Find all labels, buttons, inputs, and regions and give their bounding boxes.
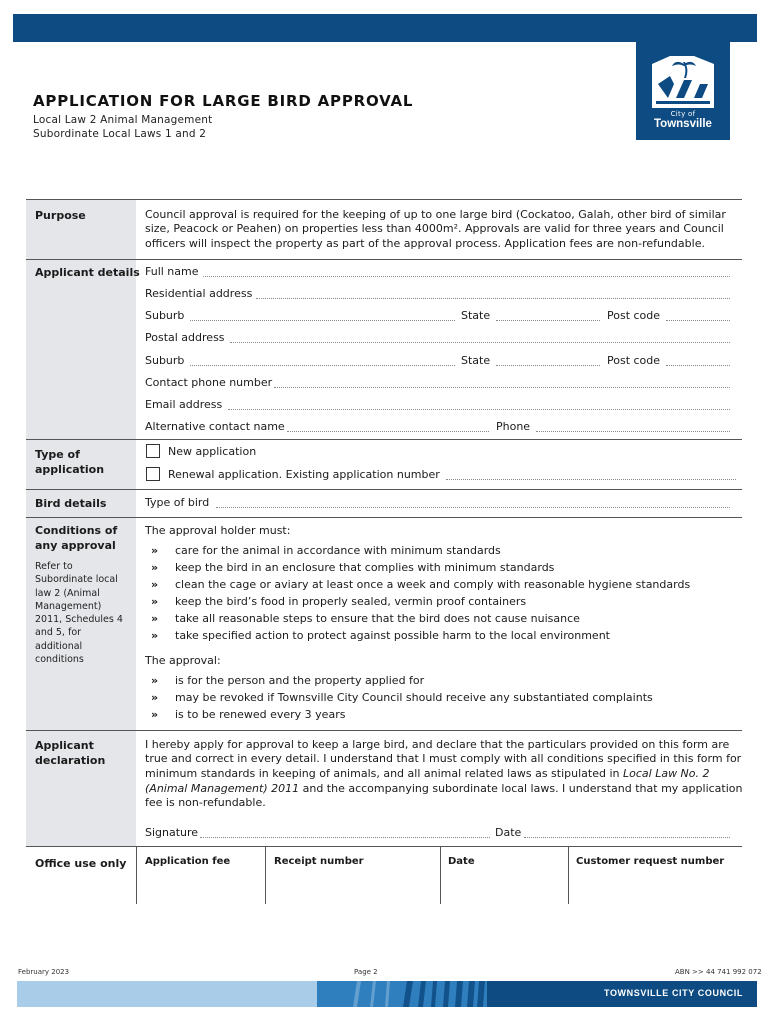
footer-council-name: TOWNSVILLE CITY COUNCIL bbox=[604, 988, 743, 998]
header-band bbox=[13, 14, 757, 42]
local-law-reference: Local Law No. 2 bbox=[623, 767, 710, 780]
council-logo bbox=[636, 42, 730, 140]
refer-line: conditions bbox=[35, 654, 84, 666]
phone-field[interactable] bbox=[536, 431, 730, 432]
refer-line: Subordinate local bbox=[35, 574, 118, 586]
declaration-line-2: true and correct in every detail. I understand that I must comply with all conditions specified in this form for bbox=[145, 752, 742, 765]
alt-contact-label: Alternative contact name bbox=[145, 420, 285, 433]
applicant-label-cell bbox=[26, 259, 136, 439]
postal-suburb-field[interactable] bbox=[190, 365, 455, 366]
residential-address-field[interactable] bbox=[256, 298, 730, 299]
purpose-line-3: officers will inspect the property as part of the approval process. Application fees are non-refundable. bbox=[145, 237, 705, 250]
postal-post-code-field[interactable] bbox=[666, 365, 730, 366]
bullet-icon: » bbox=[151, 612, 159, 625]
row-divider bbox=[26, 846, 742, 847]
applicant-label: Applicant details bbox=[35, 266, 140, 279]
form-title: APPLICATION FOR LARGE BIRD APPROVAL bbox=[33, 92, 414, 110]
conditions-refer-note bbox=[35, 560, 133, 666]
purpose-line-1: Council approval is required for the keeping of up to one large bird (Cockatoo, Galah, other bird of similar bbox=[145, 208, 726, 221]
refer-line: and 5, for bbox=[35, 627, 82, 639]
townsville-emblem-icon bbox=[650, 54, 716, 110]
existing-application-number-field[interactable] bbox=[446, 479, 736, 480]
refer-line: Management) bbox=[35, 600, 102, 612]
purpose-line-2: size, Peacock or Peahen) on properties less than 4000m². Approvals are valid for three years and Council bbox=[145, 222, 724, 235]
holder-item: take specified action to protect against possible harm to the local environment bbox=[175, 629, 610, 642]
type-label-2: application bbox=[35, 463, 105, 476]
holder-item: care for the animal in accordance with minimum standards bbox=[175, 544, 501, 557]
subtitle-local-law: Local Law 2 Animal Management bbox=[33, 114, 213, 126]
refer-line: law 2 (Animal bbox=[35, 587, 100, 599]
footer-page-number: Page 2 bbox=[354, 968, 378, 976]
purpose-label: Purpose bbox=[35, 209, 86, 222]
holder-intro: The approval holder must: bbox=[145, 524, 291, 537]
date-label: Date bbox=[495, 826, 522, 839]
declaration-label-2: declaration bbox=[35, 754, 106, 767]
holder-item: take all reasonable steps to ensure that the bird does not cause nuisance bbox=[175, 612, 580, 625]
full-name-label: Full name bbox=[145, 265, 199, 278]
office-use-label: Office use only bbox=[35, 857, 127, 870]
office-date: Date bbox=[448, 856, 475, 867]
state-field[interactable] bbox=[496, 320, 600, 321]
office-application-fee: Application fee bbox=[145, 856, 231, 867]
approval-item: may be revoked if Townsville City Council should receive any substantiated complaints bbox=[175, 691, 653, 704]
animal-management-reference: (Animal Management) 2011 bbox=[145, 782, 300, 795]
contact-phone-field[interactable] bbox=[274, 387, 730, 388]
email-label: Email address bbox=[145, 398, 223, 411]
declaration-line-5: fee is non-refundable. bbox=[145, 796, 266, 809]
type-label-1: Type of bbox=[35, 448, 80, 461]
footer-abn: ABN >> 44 741 992 072 bbox=[675, 968, 762, 976]
bullet-icon: » bbox=[151, 674, 159, 687]
phone-label: Phone bbox=[496, 420, 531, 433]
bird-label: Bird details bbox=[35, 497, 107, 510]
signature-field[interactable] bbox=[200, 837, 490, 838]
declaration-line-4 bbox=[145, 782, 742, 795]
postal-suburb-label: Suburb bbox=[145, 354, 185, 367]
footer-band bbox=[17, 981, 757, 1007]
residential-address-label: Residential address bbox=[145, 287, 253, 300]
row-divider bbox=[26, 259, 742, 260]
post-code-field[interactable] bbox=[666, 320, 730, 321]
row-divider bbox=[26, 730, 742, 731]
full-name-field[interactable] bbox=[203, 276, 730, 277]
declaration-line-3 bbox=[145, 767, 710, 780]
contact-phone-label: Contact phone number bbox=[145, 376, 273, 389]
email-field[interactable] bbox=[228, 409, 730, 410]
signature-label: Signature bbox=[145, 826, 199, 839]
suburb-field[interactable] bbox=[190, 320, 455, 321]
approval-item: is for the person and the property applied for bbox=[175, 674, 425, 687]
declaration-line-3-text: minimum standards in keeping of animals, and all animal related laws as stipulated in bbox=[145, 767, 623, 780]
declaration-line-1: I hereby apply for approval to keep a large bird, and declare that the particulars provided on this form are bbox=[145, 738, 730, 751]
refer-line: Refer to bbox=[35, 561, 73, 572]
refer-line: additional bbox=[35, 640, 83, 652]
office-customer-request-number: Customer request number bbox=[576, 856, 725, 867]
postal-state-label: State bbox=[461, 354, 491, 367]
logo-townsville: Townsville bbox=[654, 118, 712, 130]
approval-item: is to be renewed every 3 years bbox=[175, 708, 346, 721]
bullet-icon: » bbox=[151, 708, 159, 721]
bullet-icon: » bbox=[151, 578, 159, 591]
holder-item: keep the bird in an enclosure that complies with minimum standards bbox=[175, 561, 555, 574]
holder-item: keep the bird’s food in properly sealed, vermin proof containers bbox=[175, 595, 527, 608]
suburb-label: Suburb bbox=[145, 309, 185, 322]
alt-contact-field[interactable] bbox=[287, 431, 489, 432]
office-column-divider bbox=[440, 846, 441, 904]
logo-city-of: City of bbox=[670, 110, 696, 118]
declaration-line-4-text: and the accompanying subordinate local laws. I understand that my application bbox=[299, 782, 743, 795]
bullet-icon: » bbox=[151, 691, 159, 704]
row-divider bbox=[26, 439, 742, 440]
conditions-label-1: Conditions of bbox=[35, 524, 118, 537]
row-divider bbox=[26, 489, 742, 490]
conditions-label-2: any approval bbox=[35, 539, 116, 552]
row-divider bbox=[26, 199, 742, 200]
approval-intro: The approval: bbox=[145, 654, 221, 667]
footer-date: February 2023 bbox=[18, 968, 70, 976]
new-application-label: New application bbox=[168, 445, 257, 458]
holder-item: clean the cage or aviary at least once a week and comply with reasonable hygiene standards bbox=[175, 578, 691, 591]
office-column-divider bbox=[265, 846, 266, 904]
renewal-application-checkbox[interactable] bbox=[146, 467, 160, 481]
declaration-label-1: Applicant bbox=[35, 739, 94, 752]
new-application-checkbox[interactable] bbox=[146, 444, 160, 458]
postal-post-code-label: Post code bbox=[607, 354, 661, 367]
state-label: State bbox=[461, 309, 491, 322]
bullet-icon: » bbox=[151, 595, 159, 608]
renewal-application-label: Renewal application. Existing application number bbox=[168, 468, 440, 481]
subtitle-subordinate: Subordinate Local Laws 1 and 2 bbox=[33, 128, 207, 140]
office-column-divider bbox=[568, 846, 569, 904]
bullet-icon: » bbox=[151, 561, 159, 574]
post-code-label: Post code bbox=[607, 309, 661, 322]
row-divider bbox=[26, 517, 742, 518]
date-field[interactable] bbox=[524, 837, 730, 838]
bullet-icon: » bbox=[151, 629, 159, 642]
bullet-icon: » bbox=[151, 544, 159, 557]
postal-address-label: Postal address bbox=[145, 331, 225, 344]
type-of-bird-field[interactable] bbox=[216, 507, 730, 508]
office-column-divider bbox=[136, 846, 137, 904]
type-of-bird-label: Type of bird bbox=[145, 496, 210, 509]
office-receipt-number: Receipt number bbox=[274, 856, 364, 867]
postal-state-field[interactable] bbox=[496, 365, 600, 366]
refer-line: 2011, Schedules 4 bbox=[35, 614, 123, 626]
postal-address-field[interactable] bbox=[230, 342, 730, 343]
